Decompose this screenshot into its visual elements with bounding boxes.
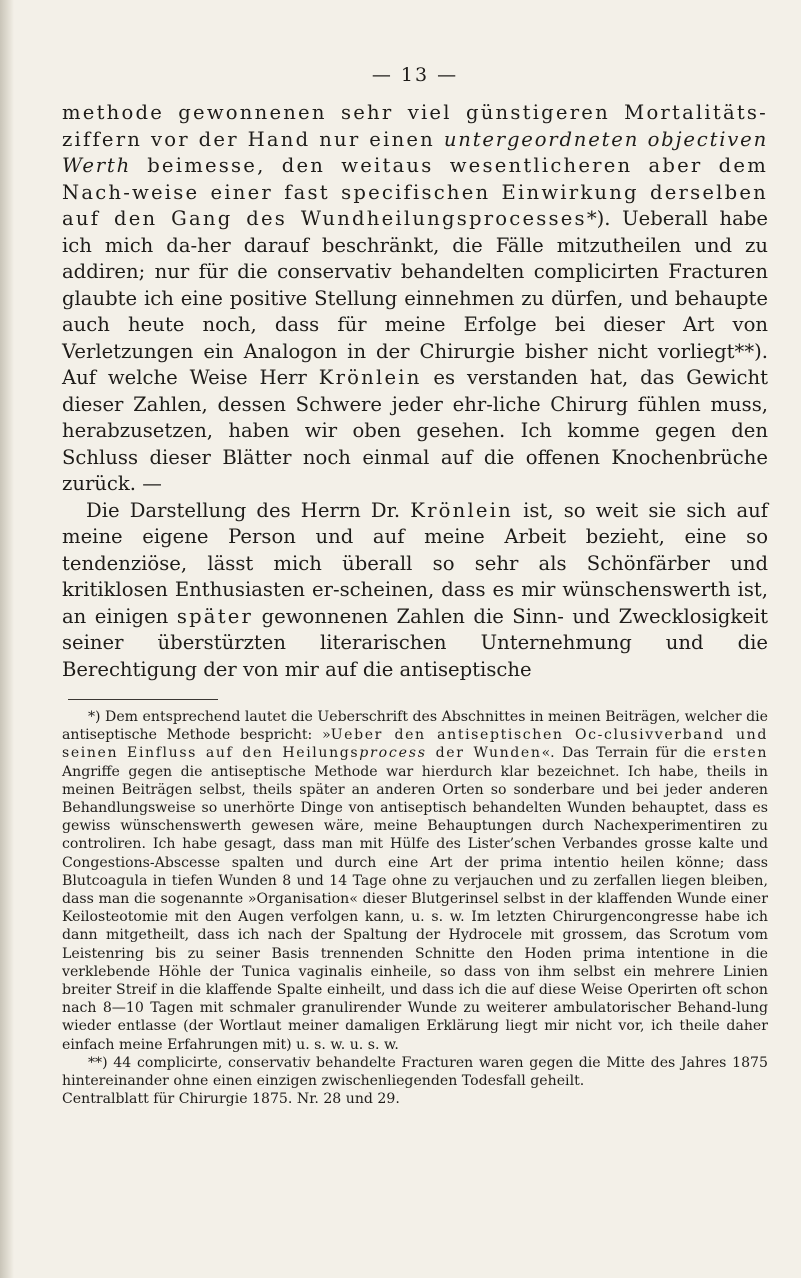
page-number: — 13 — xyxy=(371,64,459,86)
text-run: process xyxy=(359,745,427,762)
footnote xyxy=(62,708,768,1054)
text-run: ist, so weit sie sich auf meine eigene Person und auf meine Arbeit bezieht, eine so tendenziöse, lässt mich überall so sehr als Schönfärber und kritiklosen Enthusiasten er-scheinen, dass es mir wünschenswerth ist, an einigen xyxy=(62,498,768,628)
footnote: **) 44 complicirte, conservativ behandelte Fracturen waren gegen die Mitte des Jahres 1875 hintereinander ohne einen einzigen zwischenliegenden Todesfall geheilt. xyxy=(62,1054,768,1090)
paragraph xyxy=(62,100,768,498)
text-run: Die Darstellung des Herrn Dr. xyxy=(86,498,411,522)
text-run: *) Dem entsprechend lautet die Ueberschrift des Abschnittes in meinen Beiträgen, welcher die antiseptische Methode bespricht: » xyxy=(62,709,768,744)
main-text xyxy=(62,100,768,683)
text-run: untergeordneten objectiven Werth xyxy=(62,127,768,177)
text-run: der Wunden xyxy=(426,745,542,762)
book-page xyxy=(62,0,768,1108)
text-run: Krönlein xyxy=(318,366,422,389)
footnote-rule xyxy=(68,699,218,700)
text-run: Ueber den antiseptischen Oc-clusivverband und seinen Einfluss auf den Heilungs xyxy=(62,727,768,762)
text-run: beimesse, den weitaus wesentlicheren aber dem Nach-weise einer fast specifischen Einwirkung derselben auf den Gang des Wundheilungsprocesses xyxy=(62,154,768,230)
text-run: «. Das Terrain für die xyxy=(541,745,714,762)
text-run: Angriffe gegen die antiseptische Methode war hierdurch klar bezeichnet. Ich habe, theils in meinen Beiträgen selbst, theils später an anderen Orten so sonderbare und bei jeder anderen Behandlungsweise so unerhörte Dinge von antiseptisch behandelten Wunden behauptet, dass es gewiss wünschenswerth gewesen wäre, meine Behauptungen durch Nachexperimentiren zu controliren. Ich habe gesagt, dass man mit Hülfe des Lister’schen Verbandes grosse kalte und Congestions-Abscesse spalten und durch eine Art der prima intentio heilen könne; dass Blutcoagula in tiefen Wunden 8 und 14 Tage ohne zu verjauchen und zu zerfallen liegen bleiben, dass man die sogenannte »Organisation« dieser Blutgerinsel selbst in der klaffenden Wunde einer Keilosteotomie mit den Augen verfolgen kann, u. s. w. Im letzten Chirurgencongresse habe ich dann mitgetheilt, dass ich nach der Spaltung der Hydrocele mit grossem, das Scrotum vom Leistenring bis zu seiner Basis trennenden Schnitte den Hoden prima intentione in die verklebende Höhle der Tunica vaginalis einheile, so dass von ihm selbst ein mehrere Linien breiter Streif in die klaffende Spalte einheilt, und dass ich die auf diese Weise Operirten oft schon nach 8—10 Tagen mit schmaler granulirender Wunde zu weiterer ambulatorischer Behand-lung wieder entlasse (der Wortlaut meiner damaligen Erklärung liegt mir nicht vor, ich theile daher einfach meine Erfahrungen mit) u. s. w. u. s. w. xyxy=(62,763,768,1053)
text-run: später xyxy=(176,604,254,628)
book-spine-shadow xyxy=(0,0,14,1278)
footnote-source: Centralblatt für Chirurgie 1875. Nr. 28 und 29. xyxy=(62,1091,400,1108)
footnotes xyxy=(62,708,768,1108)
text-run: *). Ueberall habe ich mich da-her darauf beschränkt, die Fälle mitzutheilen und zu addiren; nur für die conservativ behandelten complicirten Fracturen glaubte ich eine positive Stellung einnehmen zu dürfen, und behaupte auch heute noch, dass für meine Erfolge bei dieser Art von Verletzungen ein Analogon in der Chirurgie bisher nicht vorliegt**). Auf welche Weise Herr xyxy=(62,207,768,389)
text-run: ersten xyxy=(713,745,769,762)
text-run: methode gewonnenen sehr viel günstigeren Mortalitäts-ziffern vor der Hand nur einen xyxy=(62,101,768,151)
text-run: Krönlein xyxy=(410,498,514,522)
paragraph xyxy=(62,498,768,684)
text-run: gewonnenen Zahlen die Sinn- und Zwecklosigkeit seiner überstürzten literarischen Unternehmung und die Berechtigung der von mir auf die antiseptische xyxy=(62,604,768,681)
text-run: es verstanden hat, das Gewicht dieser Zahlen, dessen Schwere jeder ehr-liche Chirurg fühlen muss, herabzusetzen, haben wir oben gesehen. Ich komme gegen den Schluss dieser Blätter noch einmal auf die offenen Knochenbrüche zurück. — xyxy=(62,366,768,495)
